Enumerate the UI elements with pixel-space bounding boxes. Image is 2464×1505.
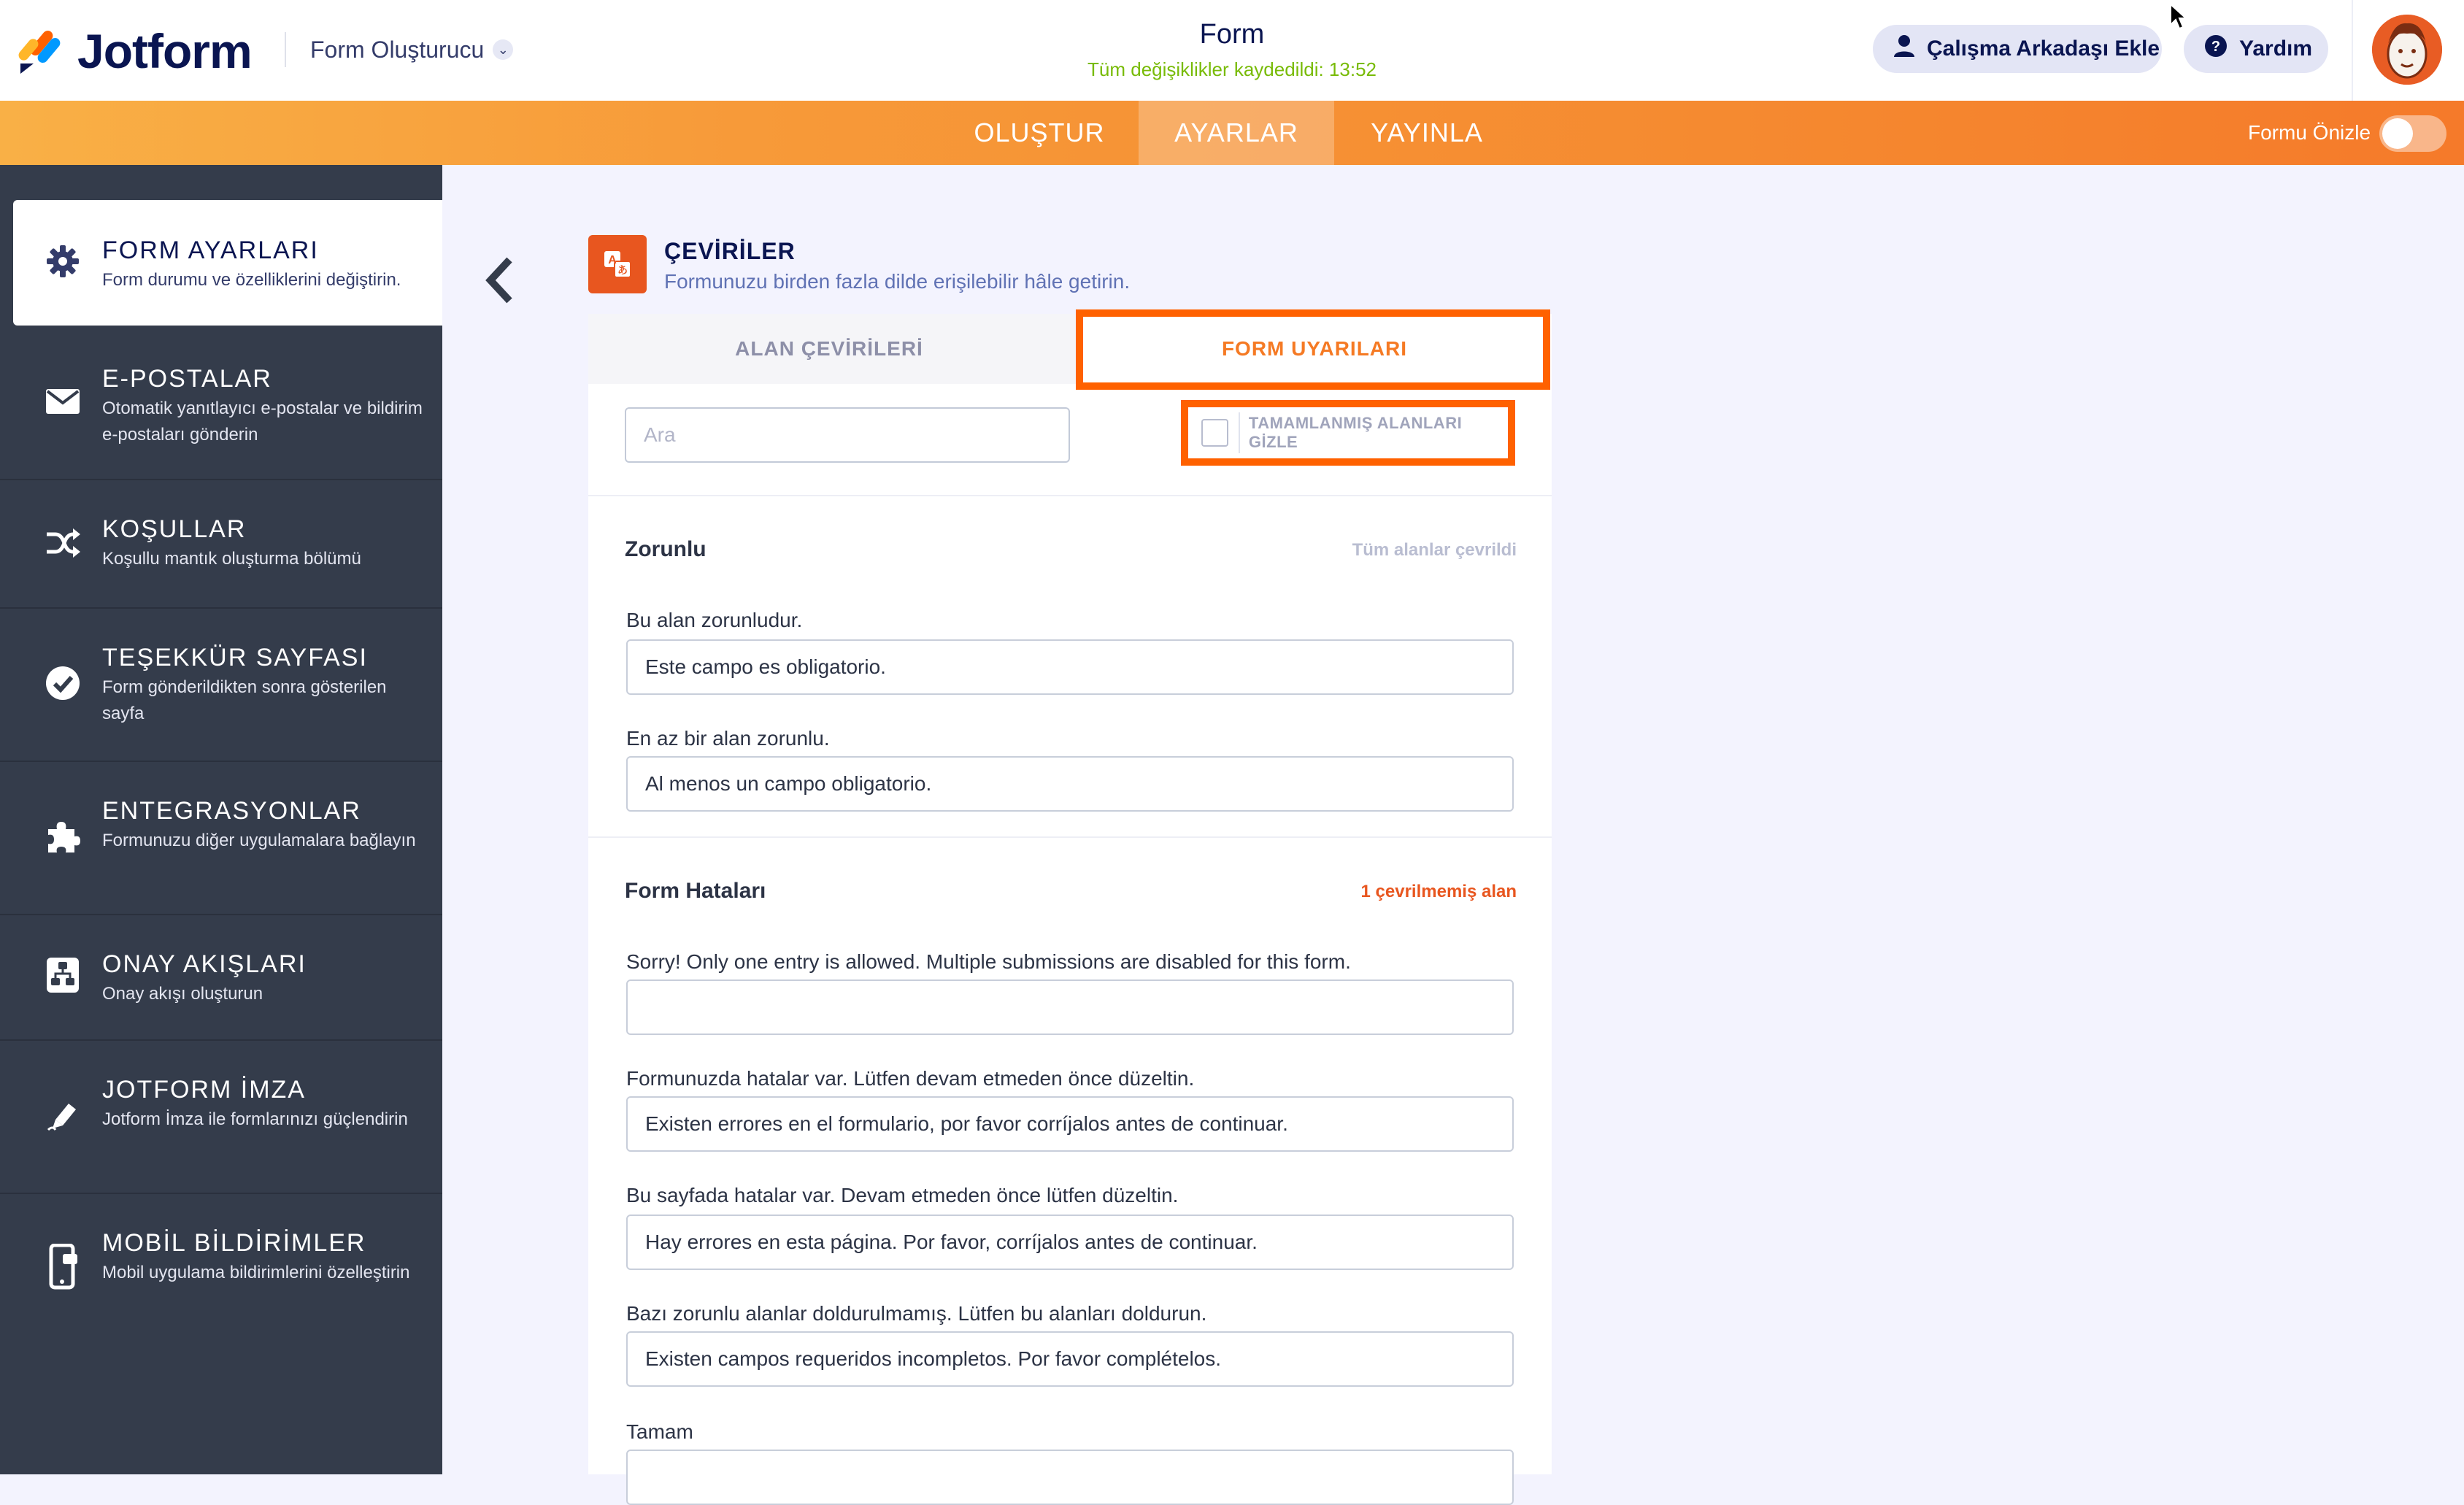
preview-form-label: Formu Önizle [2248,121,2371,144]
jotform-logo-icon [18,27,63,75]
tab-publish[interactable]: YAYINLA [1371,118,1483,147]
field-label: En az bir alan zorunlu. [626,727,830,750]
svg-text:A: A [608,254,617,266]
help-button[interactable] [2184,25,2328,73]
sidebar-item-title: ONAY AKIŞLARI [102,950,307,978]
check-circle-icon [44,664,82,702]
sidebar-item-desc: Mobil uygulama bildirimlerini özelleştirin [102,1263,410,1282]
section-title-required: Zorunlu [625,537,707,561]
shuffle-icon [44,524,82,562]
sidebar-item-title: ENTEGRASYONLAR [102,797,361,825]
jotform-logo[interactable] [18,22,252,80]
avatar-face-icon [2372,15,2442,85]
sidebar-item-title: KOŞULLAR [102,515,247,543]
translation-input[interactable] [626,979,1514,1035]
logo-text: Jotform [77,24,252,78]
sidebar-item-form-settings[interactable] [13,200,442,326]
chevron-down-icon: ⌄ [493,39,513,60]
help-icon [2204,34,2228,63]
sidebar-item-title: FORM AYARLARI [102,236,319,264]
hide-completed-toggle[interactable] [1181,400,1515,466]
sidebar-item-desc: Jotform İmza ile formlarınızı güçlendirin [102,1109,408,1129]
gear-icon [44,242,82,280]
highlight-form-warnings-tab [1076,309,1550,390]
envelope-icon [44,382,82,420]
sidebar-item-desc: Form durumu ve özelliklerini değiştirin. [102,270,401,290]
collapse-sidebar-button[interactable] [482,255,517,305]
saved-status: Tüm değişiklikler kaydedildi: 13:52 [1087,58,1377,80]
tab-form-warnings[interactable]: FORM UYARILARI [1077,314,1552,384]
sidebar-item-title: E-POSTALAR [102,365,272,393]
sidebar-item-title: JOTFORM İMZA [102,1076,306,1104]
tab-build[interactable]: OLUŞTUR [974,118,1105,147]
translation-input[interactable]: Al menos un campo obligatorio. [626,756,1514,812]
sidebar-item-thank-you-page[interactable] [0,607,442,762]
chevron-left-icon [482,255,517,305]
translation-input[interactable] [626,1450,1514,1505]
header-divider [285,32,286,67]
hide-completed-checkbox[interactable] [1201,419,1228,447]
translation-input[interactable]: Existen campos requeridos incompletos. Por favor complételos. [626,1331,1514,1387]
translation-input[interactable]: Hay errores en esta página. Por favor, corríjalos antes de continuar. [626,1215,1514,1270]
sidebar-item-title: TEŞEKKÜR SAYFASI [102,644,368,671]
add-collaborator-label: Çalışma Arkadaşı Ekle [1927,36,2160,61]
svg-text:?: ? [2211,39,2221,55]
avatar-divider [2352,0,2353,101]
sidebar-item-title: MOBİL BİLDİRİMLER [102,1229,366,1257]
preview-form-toggle[interactable] [2379,115,2446,152]
pen-icon [44,1096,82,1134]
field-label: Bu alan zorunludur. [626,609,803,631]
field-label: Tamam [626,1420,693,1443]
sidebar-item-conditions[interactable] [0,479,442,609]
field-label: Formunuzda hatalar var. Lütfen devam etmeden önce düzeltin. [626,1067,1195,1090]
form-builder-dropdown[interactable] [310,29,513,70]
sidebar-item-integrations[interactable] [0,761,442,915]
divider [588,836,1552,838]
sidebar-item-approval-flows[interactable] [0,914,442,1041]
section-status-required: Tüm alanlar çevrildi [1352,540,1517,560]
sidebar-item-mobile-notifications[interactable] [0,1193,442,1347]
translate-icon [588,235,647,293]
sidebar-item-desc: Onay akışı oluşturun [102,984,263,1004]
sidebar-item-desc: Koşullu mantık oluşturma bölümü [102,549,361,569]
top-header [0,0,2464,101]
form-title[interactable]: Form [1199,19,1265,50]
add-collaborator-button[interactable] [1873,25,2162,73]
main-nav [0,101,2464,165]
help-label: Yardım [2239,36,2313,61]
workflow-icon [44,956,82,994]
mouse-cursor-icon [2169,3,2188,34]
sidebar-item-desc: Otomatik yanıtlayıcı e-postalar ve bildirim e-postaları gönderin [102,399,423,444]
page-title: ÇEVİRİLER [664,238,796,264]
sidebar-item-desc: Formunuzu diğer uygulamalara bağlayın [102,831,416,850]
mobile-icon [44,1248,82,1286]
field-label: Bazı zorunlu alanlar doldurulmamış. Lütfen bu alanları doldurun. [626,1302,1207,1325]
translation-input[interactable]: Este campo es obligatorio. [626,639,1514,695]
settings-sidebar [0,165,442,1474]
avatar[interactable] [2372,15,2442,85]
sidebar-item-jotform-sign[interactable] [0,1039,442,1194]
user-icon [1893,34,1915,63]
section-title-errors: Form Hataları [625,879,766,903]
divider [588,495,1552,496]
sidebar-item-desc: Form gönderildikten sonra gösterilen sayfa [102,677,387,723]
section-status-errors: 1 çevrilmemiş alan [1360,882,1517,901]
tab-settings[interactable]: AYARLAR [1139,101,1334,165]
field-label: Bu sayfada hatalar var. Devam etmeden önce lütfen düzeltin. [626,1184,1179,1206]
builder-label: Form Oluşturucu [310,36,485,63]
toggle-knob [2382,118,2413,149]
search-input[interactable]: Ara [625,407,1070,463]
tab-field-translations[interactable]: ALAN ÇEVİRİLERİ [735,337,923,360]
page-subtitle: Formunuzu birden fazla dilde erişilebilir hâle getirin. [664,270,1131,293]
puzzle-icon [44,817,82,855]
field-label: Sorry! Only one entry is allowed. Multiple submissions are disabled for this form. [626,950,1351,973]
checkbox-divider [1239,412,1240,453]
translation-input[interactable]: Existen errores en el formulario, por favor corríjalos antes de continuar. [626,1096,1514,1152]
translations-panel [588,314,1552,1474]
hide-completed-label: TAMAMLANMIŞ ALANLARI GİZLE [1248,414,1463,451]
svg-text:あ: あ [617,264,628,276]
sidebar-item-emails[interactable] [0,326,442,480]
